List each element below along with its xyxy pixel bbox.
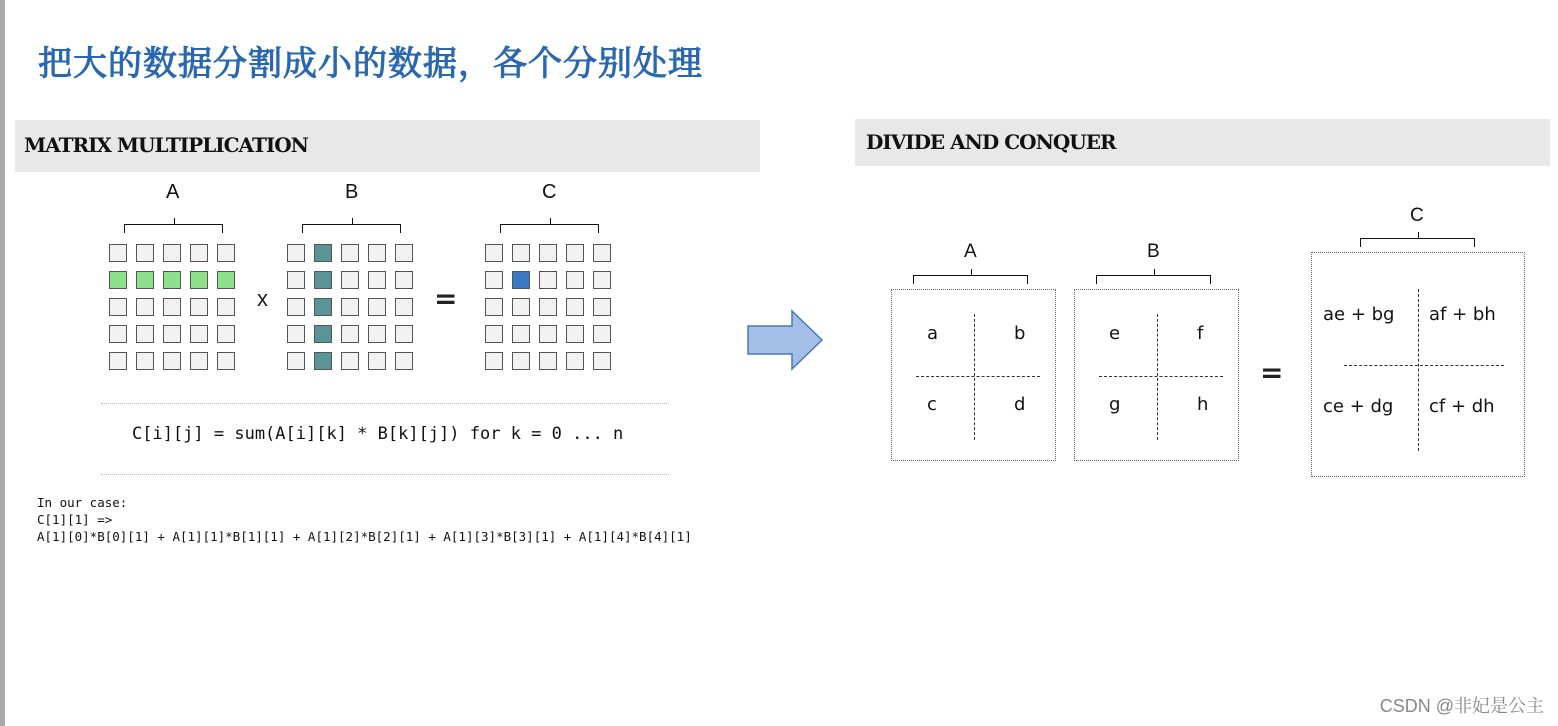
matrix-c-cell (512, 244, 530, 262)
matrix-a-cell (190, 325, 208, 343)
matrix-a-cell (217, 298, 235, 316)
matrix-c-cell (566, 352, 584, 370)
matrix-b-cell (314, 244, 332, 262)
matrix-a-cell (163, 325, 181, 343)
matrix-c-cell (566, 325, 584, 343)
matrix-b-cell (368, 271, 386, 289)
matrix-b-cell (341, 244, 359, 262)
matrix-c-cell (593, 352, 611, 370)
block-c-cell-ae-bg: ae + bg (1323, 304, 1395, 325)
formula-bottom-divider (101, 474, 669, 475)
block-b-brace (1096, 275, 1211, 284)
matrix-b-label: B (345, 181, 359, 203)
block-c-cell-cf-dh: cf + dh (1429, 396, 1495, 417)
block-c-brace (1360, 238, 1475, 247)
matrix-b-cell (395, 352, 413, 370)
matrix-c-cell (512, 325, 530, 343)
matrix-a-cell (163, 271, 181, 289)
matrix-c-cell (539, 352, 557, 370)
matrix-c-brace (500, 224, 599, 233)
matrix-c-cell (485, 271, 503, 289)
block-c-cell-af-bh: af + bh (1429, 304, 1496, 325)
matrix-a-cell (217, 325, 235, 343)
block-a-v-divider (974, 314, 975, 440)
matrix-c-cell (593, 271, 611, 289)
matrix-c-cell (566, 298, 584, 316)
matrix-b-cell (287, 352, 305, 370)
watermark: CSDN @非妃是公主 (1379, 696, 1544, 716)
matrix-c-cell (512, 271, 530, 289)
matrix-b-cell (314, 271, 332, 289)
matrix-c-cell (539, 298, 557, 316)
block-b-cell-g: g (1109, 394, 1121, 415)
matrix-a-cell (190, 244, 208, 262)
matrix-b-cell (314, 352, 332, 370)
matrix-c-cell (485, 244, 503, 262)
matrix-a-cell (136, 244, 154, 262)
right-arrow-icon (746, 309, 824, 371)
matrix-c-grid (485, 244, 615, 374)
matrix-c-cell (485, 352, 503, 370)
block-c (1311, 252, 1525, 477)
block-a-h-divider (916, 376, 1040, 377)
matrix-b-cell (314, 298, 332, 316)
matrix-c-cell (512, 298, 530, 316)
matrix-a-cell (109, 271, 127, 289)
block-b-label: B (1147, 241, 1160, 262)
right-arrow-shape (748, 311, 822, 369)
matrix-c-cell (566, 271, 584, 289)
matrix-b-cell (395, 298, 413, 316)
matrix-a-cell (109, 325, 127, 343)
matrix-a-cell (190, 352, 208, 370)
matrix-b-cell (368, 325, 386, 343)
block-a-brace (913, 275, 1028, 284)
block-b-cell-f: f (1197, 323, 1204, 344)
block-a-cell-c: c (927, 394, 937, 415)
matrix-b-cell (341, 325, 359, 343)
block-c-v-divider (1418, 289, 1419, 451)
block-c-cell-ce-dg: ce + dg (1323, 396, 1394, 417)
matrix-c-cell (512, 352, 530, 370)
matrix-banner-title: MATRIX MULTIPLICATION (24, 133, 308, 157)
case-line-1: In our case: (37, 495, 128, 510)
matrix-a-cell (109, 352, 127, 370)
matrix-a-grid (109, 244, 239, 374)
matrix-c-cell (539, 271, 557, 289)
matrix-b-cell (287, 271, 305, 289)
matrix-b-cell (368, 352, 386, 370)
matrix-a-label: A (166, 181, 180, 203)
block-c-label: C (1410, 205, 1424, 226)
matrix-b-cell (287, 325, 305, 343)
matrix-b-cell (395, 325, 413, 343)
matrix-b-cell (368, 298, 386, 316)
matrix-a-cell (163, 352, 181, 370)
matrix-a-cell (136, 271, 154, 289)
matrix-a-cell (109, 298, 127, 316)
times-operator: x (257, 286, 268, 311)
matrix-b-brace (302, 224, 401, 233)
matrix-a-cell (136, 298, 154, 316)
matrix-b-cell (341, 298, 359, 316)
matrix-c-cell (593, 244, 611, 262)
equals-operator: = (434, 282, 458, 315)
matrix-c-cell (593, 325, 611, 343)
matrix-b-cell (287, 244, 305, 262)
matrix-a-cell (190, 271, 208, 289)
matrix-a-cell (163, 244, 181, 262)
matrix-c-cell (485, 325, 503, 343)
matrix-formula: C[i][j] = sum(A[i][k] * B[k][j]) for k = 0 ... n (132, 424, 624, 444)
left-border (0, 0, 5, 726)
block-a (891, 289, 1056, 461)
page-title: 把大的数据分割成小的数据，各个分别处理 (38, 44, 703, 84)
matrix-b-cell (341, 271, 359, 289)
matrix-c-cell (593, 298, 611, 316)
matrix-banner (15, 120, 760, 172)
block-a-cell-b: b (1014, 323, 1026, 344)
matrix-b-grid (287, 244, 417, 374)
matrix-b-cell (287, 298, 305, 316)
case-line-2: C[1][1] => (37, 512, 113, 527)
block-b-v-divider (1157, 314, 1158, 440)
block-b-cell-h: h (1197, 394, 1209, 415)
matrix-c-cell (539, 325, 557, 343)
matrix-c-cell (485, 298, 503, 316)
divide-banner (855, 119, 1550, 166)
matrix-a-cell (136, 352, 154, 370)
block-b-h-divider (1099, 376, 1223, 377)
block-a-cell-d: d (1014, 394, 1026, 415)
matrix-b-cell (341, 352, 359, 370)
block-equals-operator: = (1260, 356, 1284, 389)
matrix-a-cell (217, 271, 235, 289)
matrix-a-cell (163, 298, 181, 316)
matrix-b-cell (368, 244, 386, 262)
matrix-b-cell (395, 244, 413, 262)
block-b (1074, 289, 1239, 461)
matrix-a-cell (190, 298, 208, 316)
matrix-b-cell (314, 325, 332, 343)
matrix-a-cell (217, 352, 235, 370)
matrix-b-cell (395, 271, 413, 289)
case-line-3: A[1][0]*B[0][1] + A[1][1]*B[1][1] + A[1][2]*B[2][1] + A[1][3]*B[3][1] + A[1][4]*B[4][1] (37, 529, 692, 544)
matrix-c-cell (539, 244, 557, 262)
block-c-h-divider (1344, 365, 1504, 366)
matrix-c-label: C (542, 181, 557, 203)
block-a-cell-a: a (927, 323, 939, 344)
divide-banner-title: DIVIDE AND CONQUER (866, 130, 1116, 154)
matrix-a-cell (217, 244, 235, 262)
matrix-c-cell (566, 244, 584, 262)
matrix-a-cell (109, 244, 127, 262)
matrix-a-cell (136, 325, 154, 343)
matrix-a-brace (124, 224, 223, 233)
block-a-label: A (964, 241, 977, 262)
block-b-cell-e: e (1109, 323, 1121, 344)
formula-top-divider (101, 403, 669, 404)
